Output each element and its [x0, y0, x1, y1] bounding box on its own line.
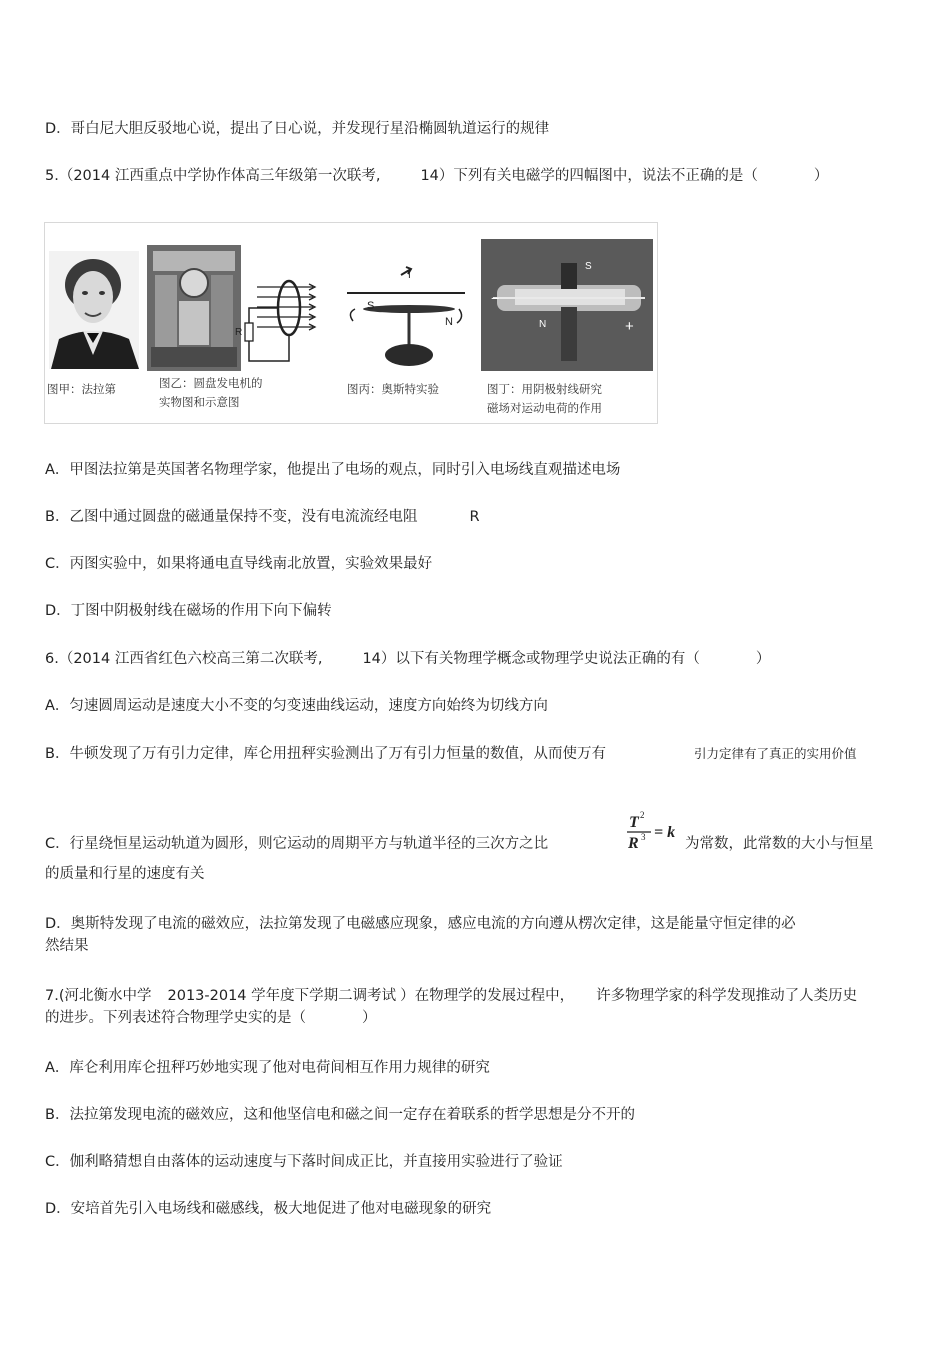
caption-yi-line2: 实物图和示意图: [159, 395, 240, 409]
q6-option-b-line2: 引力定律有了真正的实用价值: [694, 746, 857, 761]
q7-stem-text-2: 许多物理学家的科学发现推动了人类历史: [596, 988, 858, 1004]
q7-option-d: D．安培首先引入电场线和磁感线，极大地促进了他对电磁现象的研究: [45, 1201, 492, 1217]
disc-generator-photo: [147, 245, 241, 371]
tube-s-label: S: [585, 261, 592, 272]
q5-stem: [45, 166, 828, 186]
q6-option-c-line1: C．行星绕恒星运动轨道为圆形，则它运动的周期平方与轨道半径的三次方之比: [45, 836, 549, 852]
q7-option-c: C．伽利略猜想自由落体的运动速度与下落时间成正比，并直接用实验进行了验证: [45, 1154, 563, 1170]
disc-generator-diagram: [245, 281, 315, 361]
q5-option-c: C．丙图实验中，如果将通电直导线南北放置，实验效果最好: [45, 556, 433, 572]
q5-option-b-text: B．乙图中通过圆盘的磁通量保持不变，没有电流流经电阻: [45, 509, 418, 525]
q6-stem-source: 6.（2014 江西省红色六校高三第二次联考,: [45, 651, 323, 667]
formula-rhs: = k: [654, 824, 676, 841]
q6-option-c-line3: 的质量和行星的速度有关: [45, 866, 205, 882]
q7-stem-school: 7.(河北衡水中学: [45, 988, 152, 1004]
q6-stem-text: 14）以下有关物理学概念或物理学史说法正确的有（: [362, 651, 700, 667]
tube-n-label: N: [539, 319, 547, 330]
formula-numerator-exponent: 2: [640, 810, 645, 820]
caption-ding-line2: 磁场对运动电荷的作用: [487, 401, 602, 415]
q5-option-d: D．丁图中阴极射线在磁场的作用下向下偏转: [45, 603, 332, 619]
q5-stem-text: 14）下列有关电磁学的四幅图中，说法不正确的是（: [420, 168, 758, 184]
q6-option-d-line1: D．奥斯特发现了电流的磁效应，法拉第发现了电磁感应现象，感应电流的方向遵从楞次定律，这是能量守恒定律的必: [45, 916, 796, 932]
formula-denominator: R: [628, 835, 639, 852]
tube-plus-label: +: [625, 318, 634, 335]
q5-stem-close: ）: [813, 168, 829, 184]
caption-bing: 图丙：奥斯特实验: [347, 382, 439, 396]
q5-stem-source: 5.（2014 江西重点中学协作体高三年级第一次联考,: [45, 168, 381, 184]
formula-numerator: T: [629, 814, 639, 831]
q7-stem-close: ）: [362, 1010, 377, 1026]
tube-minus-label: −: [491, 290, 500, 306]
caption-yi-line1: 图乙：圆盘发电机的: [159, 376, 263, 390]
formula-denominator-exponent: 3: [641, 832, 646, 842]
q7-option-b: B．法拉第发现电流的磁效应，这和他坚信电和磁之间一定存在着联系的哲学思想是分不开的: [45, 1107, 635, 1123]
q7-option-a: A．库仑利用库仑扭秤巧妙地实现了他对电荷间相互作用力规律的研究: [45, 1060, 490, 1076]
q6-formula: [625, 808, 685, 852]
caption-ding-line1: 图丁：用阴极射线研究: [487, 382, 602, 396]
q7-stem-line2: [45, 1008, 377, 1028]
q7-stem-line1: [45, 986, 857, 1006]
oersted-current-label: I: [408, 270, 411, 281]
q6-stem-close: ）: [755, 651, 771, 667]
q5-option-b: [45, 507, 480, 527]
q5-option-a: A．甲图法拉第是英国著名物理学家，他提出了电场的观点，同时引入电场线直观描述电场: [45, 462, 621, 478]
oersted-n-label: N: [445, 316, 453, 328]
q7-stem-text: ）在物理学的发展过程中，: [400, 988, 575, 1004]
q6-option-b-line1: B．牛顿发现了万有引力定律，库仑用扭秤实验测出了万有引力恒量的数值，从而使万有: [45, 746, 606, 762]
q4-option-d: D．哥白尼大胆反驳地心说，提出了日心说，并发现行星沿椭圆轨道运行的规律: [45, 121, 550, 137]
q6-option-a: A．匀速圆周运动是速度大小不变的匀变速曲线运动，速度方向始终为切线方向: [45, 698, 548, 714]
q6-stem: [45, 649, 770, 669]
q7-stem-exam: 2013-2014 学年度下学期二调考试: [167, 988, 397, 1004]
q6-option-d-line2: 然结果: [45, 938, 89, 954]
caption-jia: 图甲：法拉第: [47, 382, 116, 396]
oersted-s-label: S: [367, 300, 375, 312]
faraday-portrait: [49, 251, 139, 369]
q5-figure: [44, 222, 658, 424]
cathode-ray-tube: [481, 239, 653, 371]
resistor-r-label: R: [235, 327, 243, 338]
q5-option-b-resistor: R: [469, 509, 480, 525]
q7-stem-question: 的进步。下列表述符合物理学史实的是（: [45, 1010, 306, 1026]
q6-option-c-line2: 为常数，此常数的大小与恒星: [685, 836, 874, 852]
